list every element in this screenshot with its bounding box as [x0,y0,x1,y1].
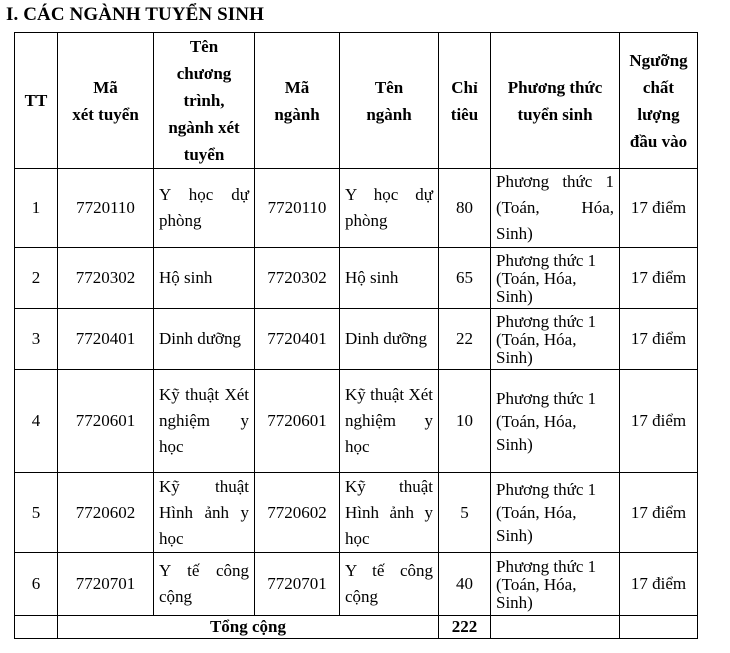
cell-nguong: 17 điểm [620,370,698,473]
section-title: I. CÁC NGÀNH TUYỂN SINH [6,4,264,25]
cell-tt: 3 [15,309,58,370]
header-ma-nganh: Mã ngành [255,33,340,169]
cell-ma-xet-tuyen: 7720110 [58,169,154,248]
cell-chi-tieu: 80 [439,169,491,248]
cell-phuong-thuc: Phương thức 1 (Toán, Hóa, Sinh) [491,248,620,309]
cell-ten-chuong-trinh: Hộ sinh [154,248,255,309]
header-ma-xet-tuyen: Mã xét tuyển [58,33,154,169]
cell-ten-chuong-trinh: Kỹ thuật Hình ảnh y học [154,473,255,553]
cell-ten-nganh: Y học dự phòng [340,169,439,248]
cell-nguong: 17 điểm [620,248,698,309]
cell-total-blank [620,616,698,639]
table-row [15,248,698,309]
table-row [15,309,698,370]
cell-chi-tieu: 10 [439,370,491,473]
total-label: Tổng cộng [58,616,439,639]
cell-nguong: 17 điểm [620,553,698,616]
cell-tt: 1 [15,169,58,248]
cell-ma-nganh: 7720601 [255,370,340,473]
cell-ma-xet-tuyen: 7720601 [58,370,154,473]
cell-ma-xet-tuyen: 7720401 [58,309,154,370]
cell-tt: 2 [15,248,58,309]
total-row [15,616,698,639]
cell-ten-nganh: Kỹ thuật Hình ảnh y học [340,473,439,553]
cell-chi-tieu: 5 [439,473,491,553]
cell-ten-chuong-trinh: Dinh dưỡng [154,309,255,370]
cell-nguong: 17 điểm [620,169,698,248]
cell-nguong: 17 điểm [620,473,698,553]
table-row [15,169,698,248]
table-header-row [15,33,698,169]
admissions-table [14,32,698,639]
cell-ma-nganh: 7720302 [255,248,340,309]
cell-ma-nganh: 7720110 [255,169,340,248]
table-row [15,370,698,473]
header-phuong-thuc: Phương thức tuyển sinh [491,33,620,169]
cell-ten-nganh: Dinh dưỡng [340,309,439,370]
cell-phuong-thuc: Phương thức 1 (Toán, Hóa, Sinh) [491,553,620,616]
cell-ten-chuong-trinh: Y học dự phòng [154,169,255,248]
cell-nguong: 17 điểm [620,309,698,370]
cell-phuong-thuc: Phương thức 1 (Toán, Hóa, Sinh) [491,473,620,553]
cell-chi-tieu: 22 [439,309,491,370]
cell-tt: 4 [15,370,58,473]
cell-ten-chuong-trinh: Y tế công cộng [154,553,255,616]
header-tt: TT [15,33,58,169]
cell-ten-nganh: Y tế công cộng [340,553,439,616]
cell-chi-tieu: 40 [439,553,491,616]
cell-tt: 5 [15,473,58,553]
total-value: 222 [439,616,491,639]
cell-ma-nganh: 7720401 [255,309,340,370]
cell-tt: 6 [15,553,58,616]
cell-phuong-thuc: Phương thức 1 (Toán, Hóa, Sinh) [491,169,620,248]
cell-ma-xet-tuyen: 7720602 [58,473,154,553]
table-row [15,553,698,616]
cell-ma-xet-tuyen: 7720302 [58,248,154,309]
cell-ma-xet-tuyen: 7720701 [58,553,154,616]
cell-ten-chuong-trinh: Kỹ thuật Xét nghiệm y học [154,370,255,473]
cell-phuong-thuc: Phương thức 1 (Toán, Hóa, Sinh) [491,370,620,473]
header-nguong: Ngưỡng chất lượng đầu vào [620,33,698,169]
header-chi-tieu: Chỉ tiêu [439,33,491,169]
header-ten-nganh: Tên ngành [340,33,439,169]
table-row [15,473,698,553]
cell-ma-nganh: 7720701 [255,553,340,616]
cell-chi-tieu: 65 [439,248,491,309]
cell-ten-nganh: Kỹ thuật Xét nghiệm y học [340,370,439,473]
cell-total-blank [15,616,58,639]
cell-ma-nganh: 7720602 [255,473,340,553]
cell-ten-nganh: Hộ sinh [340,248,439,309]
header-ten-chuong-trinh: Tên chương trình, ngành xét tuyển [154,33,255,169]
cell-phuong-thuc: Phương thức 1 (Toán, Hóa, Sinh) [491,309,620,370]
cell-total-blank [491,616,620,639]
